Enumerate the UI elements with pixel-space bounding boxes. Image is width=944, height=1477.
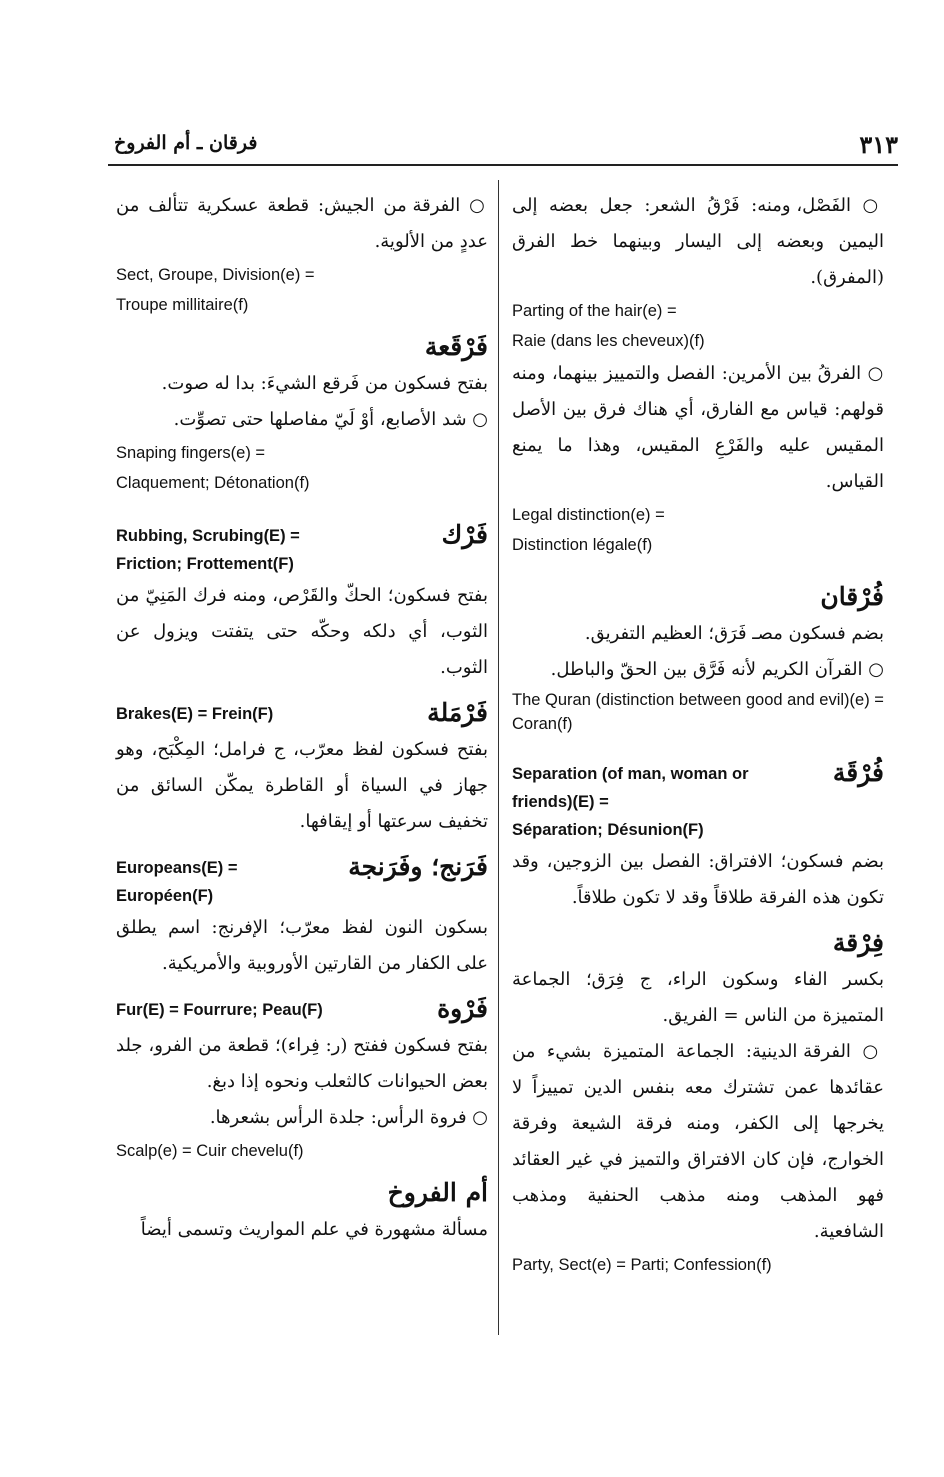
entry-firqa: [512, 924, 884, 1280]
english-headword: Separation (of man, woman or friends)(E) =: [512, 765, 749, 811]
arabic-sense: ○ الفرقة الدينية: الجماعة المتميزة بشيء من عقائدها عمن تشترك معه بنفس الدين تمييزاً لا يخرجها إلى الكفر، ومنه فرقة الشيعة وفرقة الخوارج، فإن كان الافتراق والتميز في غير العقائد فهو المذهب ومنه مذهب الحنفية ومذهب الشافعية.: [512, 1034, 884, 1250]
english-equivalent: Legal distinction(e) =: [512, 506, 665, 524]
french-headword: Européen(F): [116, 887, 214, 905]
entry-farmala: [116, 694, 488, 840]
french-equivalent: Claquement; Détonation(f): [116, 474, 310, 492]
arabic-definition: بفتح فسكون من فَرقع الشيءَ: بدا له صوت.: [161, 373, 488, 394]
english-headword: Rubbing, Scrubing(E) =: [116, 527, 300, 545]
arabic-definition: بفتح فسكون لفظ معرّب، ج فرامل؛ المِكْبَح، وهو جهاز في السياة أو القاطرة يمكّن السائق من تخفيف سرعتها أو إيقافها.: [116, 739, 488, 832]
running-header: [108, 118, 898, 166]
left-column: [116, 188, 488, 1248]
right-column: [512, 188, 884, 1280]
english-headword: Fur(E) = Fourrure; Peau(F): [116, 1001, 323, 1019]
entry-furqan: [512, 578, 884, 736]
french-equivalent: Raie (dans les cheveux)(f): [512, 332, 705, 350]
french-equivalent: Distinction légale(f): [512, 536, 653, 554]
headword: فَرْك: [441, 520, 488, 549]
header-title: فرقان ـ أم الفروخ: [114, 132, 258, 154]
arabic-definition: بضم فسكون مصـ فَرَق؛ العظيم التفريق.: [584, 623, 884, 644]
page-number: ٣١٣: [859, 130, 898, 159]
entry-fark: [116, 516, 488, 686]
english-headword: Europeans(E) =: [116, 859, 238, 877]
entry-furqa: [512, 754, 884, 916]
headword: فَرْمَلة: [427, 698, 488, 727]
headword: فِرْقة: [832, 928, 884, 957]
arabic-definition: مسألة مشهورة في علم المواريث وتسمى أيضاً: [140, 1219, 488, 1240]
arabic-sense: ○ شد الأصابع، أوْ لَيّ مفاصلها حتى تصوِّت.: [116, 402, 488, 438]
english-equivalent: Sect, Groupe, Division(e) =: [116, 266, 315, 284]
arabic-sense: ○ الفرقُ بين الأمرين: الفصل والتمييز بينهما، ومنه قولهم: قياس مع الفارق، أي هناك فرق بين الأصل المقيس عليه والفَرْعِ المقيس، وهذا ما يمنع القياس.: [512, 356, 884, 500]
english-equivalent: The Quran (distinction between good and evil)(e) = Coran(f): [512, 691, 884, 733]
arabic-definition: بفتح فسكون ففتح (ر: فِراء)؛ قطعة من الفرو، جلد بعض الحيوانات كالثعلب ونحوه إذا دبغ.: [116, 1035, 488, 1092]
headword: فَرْوة: [437, 994, 488, 1023]
entry-faranj: [116, 848, 488, 982]
french-equivalent: Troupe millitaire(f): [116, 296, 249, 314]
entry-farwa: [116, 990, 488, 1166]
entry-farqaa: [116, 328, 488, 498]
english-equivalent: Snaping fingers(e) =: [116, 444, 266, 462]
english-equivalent: Party, Sect(e) = Parti; Confession(f): [512, 1256, 772, 1274]
entry-farq-continued: [512, 188, 884, 560]
arabic-sense: ○ القرآن الكريم لأنه فَرَّق بين الحقّ والباطل.: [512, 652, 884, 688]
headword: فُرْقَة: [832, 758, 884, 787]
arabic-definition: بضم فسكون؛ الافتراق: الفصل بين الزوجين، وقد تكون هذه الفرقة طلاقاً وقد لا تكون طلاقاً.: [512, 851, 884, 908]
arabic-sense: ○ فروة الرأس: جلدة الرأس بشعرها.: [116, 1100, 488, 1136]
english-equivalent: Scalp(e) = Cuir chevelu(f): [116, 1142, 304, 1160]
arabic-definition: بفتح فسكون؛ الحكّ والقَرْص، ومنه فرك المَنِيّ من الثوب، أي دلكه وحكّه حتى يتفتت ويزول عن الثوب.: [116, 585, 488, 678]
english-headword: Brakes(E) = Frein(F): [116, 705, 274, 723]
headword: أم الفروخ: [387, 1178, 488, 1207]
entry-umm-al-furukh: [116, 1174, 488, 1248]
english-equivalent: Parting of the hair(e) =: [512, 302, 677, 320]
arabic-sense: ○ الفرقة من الجيش: قطعة عسكرية تتألف من عددٍ من الألوية.: [116, 188, 488, 260]
french-headword: Friction; Frottement(F): [116, 555, 294, 573]
column-divider: [498, 180, 499, 1335]
entry-firqa-continued: [116, 188, 488, 320]
headword: فُرْقان: [820, 582, 884, 611]
headword: فَرْقَعة: [424, 332, 488, 361]
headword: فَرَنج؛ وفَرَنجة: [348, 852, 488, 881]
french-headword: Séparation; Désunion(F): [512, 821, 704, 839]
arabic-definition: بسكون النون لفظ معرّب؛ الإفرنج: اسم يطلق على الكفار من القارتين الأوروبية والأمريكية.: [116, 917, 488, 974]
arabic-sense: ○ الفَصْل، ومنه: فَرْقُ الشعر: جعل بعضه إلى اليمين وبعضه إلى اليسار وبينهما خط الفرق (المفرق).: [512, 188, 884, 296]
arabic-definition: بكسر الفاء وسكون الراء، ج فِرَق؛ الجماعة المتميزة من الناس = الفريق.: [512, 969, 884, 1026]
